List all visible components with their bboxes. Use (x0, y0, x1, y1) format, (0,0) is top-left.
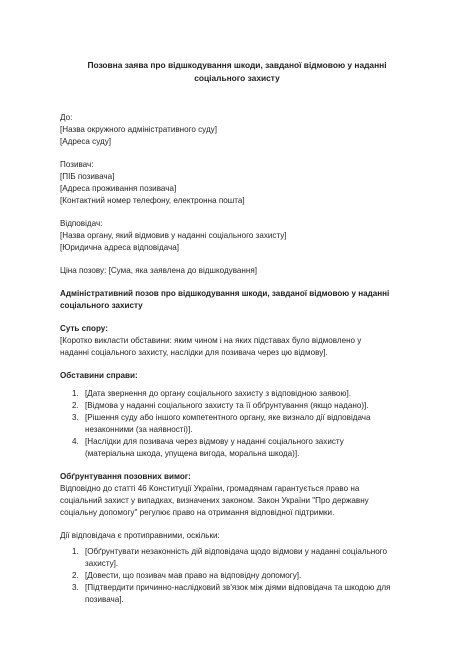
circumstances-heading: Обставини справи: (60, 371, 138, 380)
grounds-text-line-3: соціальну допомогу" регулює право на отримання відповідної підтримки. (60, 508, 335, 517)
lawsuit-heading (60, 288, 414, 312)
defendant-address: [Юридична адреса відповідача] (60, 243, 179, 252)
list-item-text: [Підтвердити причинно-наслідковий зв'язок між діями відповідача та шкодою для (85, 583, 391, 592)
grounds-text-line-1: Відповідно до статті 46 Конституції України, громадянам гарантується право на (60, 484, 360, 493)
illegal-actions-list (60, 546, 414, 606)
list-item (60, 388, 414, 400)
list-item-number: 2. (72, 571, 79, 580)
circumstances-list (60, 388, 414, 460)
list-item (60, 412, 414, 436)
plaintiff-address: [Адреса проживання позивача] (60, 184, 177, 193)
title-line-2: соціального захисту (194, 73, 280, 83)
claim-price: Ціна позову: [Сума, яка заявлена до відшкодування] (60, 266, 257, 275)
defendant-name: [Назва органу, який відмовив у наданні соціального захисту] (60, 231, 287, 240)
list-item-text: (матеріальна шкода, упущена вигода, моральна шкода)]. (85, 449, 300, 458)
essence-text-line-2: наданні соціального захисту, наслідки для позивача через цю відмову]. (60, 348, 328, 357)
list-item-number: 1. (72, 547, 79, 556)
plaintiff-contacts: [Контактний номер телефону, електронна пошта] (60, 196, 245, 205)
illegal-actions-section (60, 530, 414, 606)
recipient-block (60, 112, 414, 148)
grounds-text-line-2: соціальний захист у випадках, визначених законом. Закон України "Про державну (60, 496, 369, 505)
document-title (68, 59, 406, 85)
essence-text-line-1: [Коротко викласти обставини: яким чином і на яких підставах було відмовлено у (60, 336, 362, 345)
list-item (60, 582, 414, 606)
list-item-text: [Довести, що позивач мав право на відповідну допомогу]. (85, 571, 302, 580)
court-name: [Назва окружного адміністративного суду] (60, 125, 217, 134)
court-address: [Адреса суду] (60, 137, 112, 146)
list-item (60, 546, 414, 570)
list-item (60, 570, 414, 582)
list-item (60, 400, 414, 412)
plaintiff-name: [ПІБ позивача] (60, 172, 115, 181)
list-item-text: [Дата звернення до органу соціального захисту з відповідною заявою]. (85, 389, 351, 398)
defendant-block (60, 218, 414, 254)
grounds-section (60, 471, 414, 519)
list-item (60, 436, 414, 460)
essence-section (60, 323, 414, 359)
list-item-text: [Обґрунтувати незаконність дій відповідача щодо відмови у наданні соціального (85, 547, 388, 556)
circumstances-section (60, 370, 414, 460)
recipient-label: До: (60, 113, 73, 122)
lawsuit-heading-line-1: Адміністративний позов про відшкодування шкоди, завданої відмовою у наданні (60, 289, 390, 298)
grounds-heading: Обґрунтування позовних вимог: (60, 472, 191, 481)
list-item-text: [Наслідки для позивача через відмову у наданні соціального захисту (85, 437, 344, 446)
defendant-label: Відповідач: (60, 219, 103, 228)
essence-heading: Суть спору: (60, 324, 108, 333)
list-item-number: 4. (72, 437, 79, 446)
claim-price-block (60, 265, 414, 277)
list-item-text: захисту]. (85, 559, 119, 568)
list-item-number: 2. (72, 401, 79, 410)
list-item-text: позивача]. (85, 595, 124, 604)
plaintiff-label: Позивач: (60, 160, 94, 169)
title-line-1: Позовна заява про відшкодування шкоди, завданої відмовою у наданні (87, 60, 387, 70)
lawsuit-heading-line-2: соціального захисту (60, 301, 143, 310)
illegal-actions-intro: Дії відповідача є протиправними, оскільки: (60, 531, 220, 540)
plaintiff-block (60, 159, 414, 207)
list-item-text: [Відмова у наданні соціального захисту та її обґрунтування (якщо надано)]. (85, 401, 369, 410)
list-item-number: 1. (72, 389, 79, 398)
list-item-text: незаконними (за наявності)]. (85, 425, 193, 434)
list-item-number: 3. (72, 413, 79, 422)
list-item-number: 3. (72, 583, 79, 592)
list-item-text: [Рішення суду або іншого компетентного органу, яке визнало дії відповідача (85, 413, 371, 422)
